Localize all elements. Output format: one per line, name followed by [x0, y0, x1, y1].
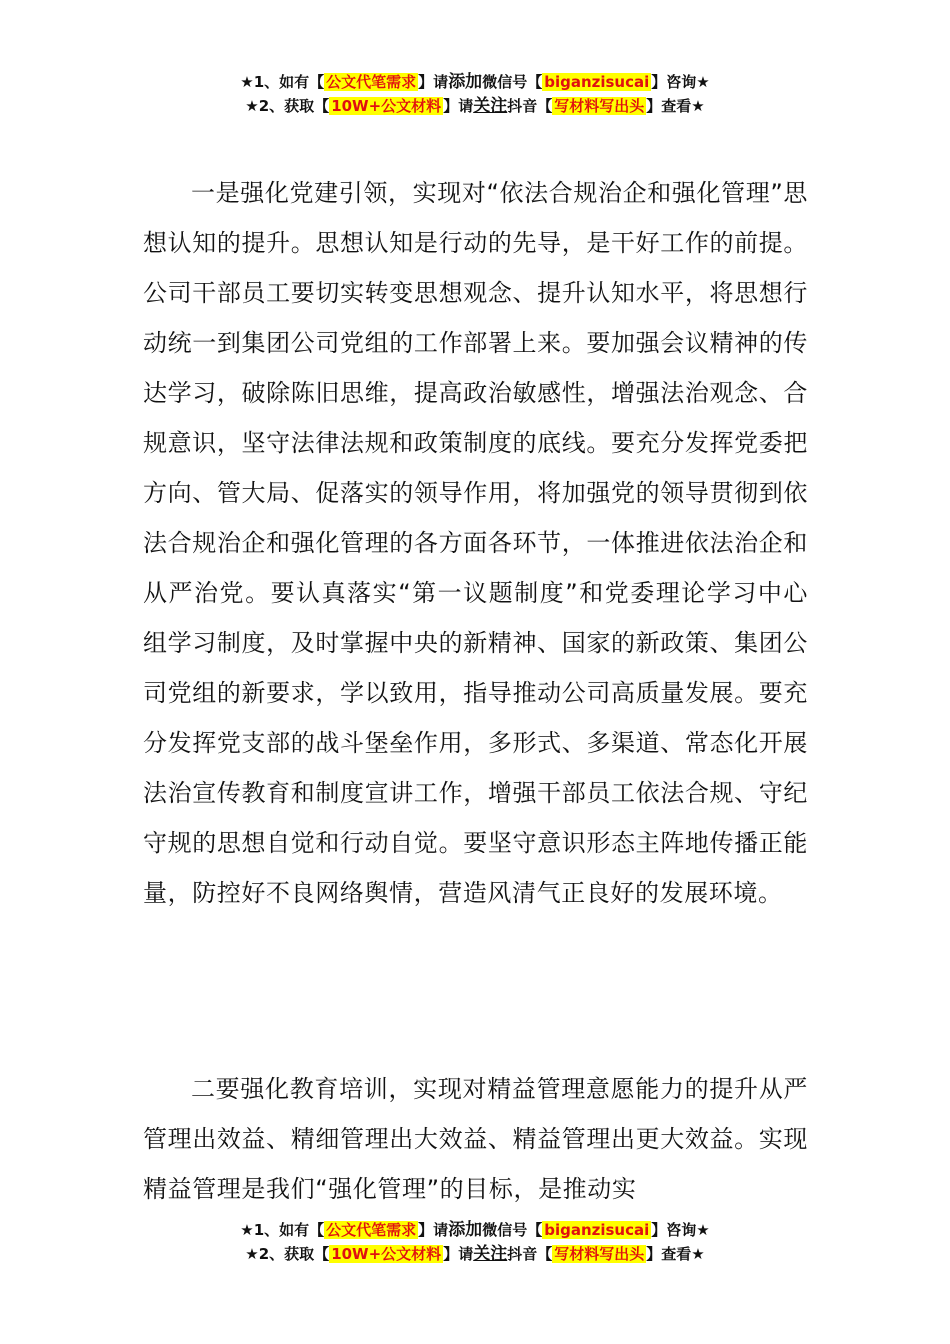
banner-highlight-wechat: biganzisucai — [544, 73, 650, 91]
banner-text: 】请 — [418, 73, 449, 91]
banner-text: 微信号【 — [482, 1221, 543, 1239]
banner-line-1 — [0, 70, 950, 94]
banner-text: ★2、获取【 — [245, 97, 330, 115]
banner-highlight-wechat: biganzisucai — [544, 1221, 650, 1239]
banner-text: ★1、如有【 — [240, 1221, 325, 1239]
body-section-2 — [143, 1064, 808, 1214]
banner-highlight-douyin: 写材料写出头 — [554, 1245, 645, 1263]
banner-line-1 — [0, 1218, 950, 1242]
banner-highlight: 公文代笔需求 — [326, 73, 417, 91]
paragraph-2: 二要强化教育培训，实现对精益管理意愿能力的提升从严管理出效益、精细管理出大效益、精益管理出更大效益。实现精益管理是我们“强化管理”的目标，是推动实 — [143, 1075, 808, 1203]
body-section-1 — [143, 168, 808, 918]
banner-text: 抖音【 — [507, 97, 553, 115]
banner-line-2 — [0, 1242, 950, 1266]
paragraph-1: 一是强化党建引领，实现对“依法合规治企和强化管理”思想认知的提升。思想认知是行动的先导，是干好工作的前提。公司干部员工要切实转变思想观念、提升认知水平，将思想行动统一到集团公司党组的工作部署上来。要加强会议精神的传达学习，破除陈旧思维，提高政治敏感性，增强法治观念、合规意识，坚守法律法规和政策制度的底线。要充分发挥党委把方向、管大局、促落实的领导作用，将加强党的领导贯彻到依法合规治企和强化管理的各方面各环节，一体推进依法治企和从严治党。要认真落实“第一议题制度”和党委理论学习中心组学习制度，及时掌握中央的新精神、国家的新政策、集团公司党组的新要求，学以致用，指导推动公司高质量发展。要充分发挥党支部的战斗堡垒作用，多形式、多渠道、常态化开展法治宣传教育和制度宣讲工作，增强干部员工依法合规、守纪守规的思想自觉和行动自觉。要坚守意识形态主阵地传播正能量，防控好不良网络舆情，营造风清气正良好的发展环境。 — [143, 179, 808, 907]
banner-text: 】咨询★ — [651, 1221, 710, 1239]
banner-text: 】查看★ — [646, 1245, 705, 1263]
banner-emphasis: 关注 — [473, 96, 508, 116]
banner-emphasis: 添加 — [448, 72, 483, 92]
banner-text: 微信号【 — [482, 73, 543, 91]
banner-text: 】请 — [443, 97, 474, 115]
banner-emphasis: 添加 — [448, 1220, 483, 1240]
banner-text: ★1、如有【 — [240, 73, 325, 91]
banner-text: ★2、获取【 — [245, 1245, 330, 1263]
banner-highlight: 10W+公文材料 — [331, 97, 442, 115]
banner-emphasis: 关注 — [473, 1244, 508, 1264]
banner-text: 】查看★ — [646, 97, 705, 115]
banner-text: 】请 — [418, 1221, 449, 1239]
banner-highlight-douyin: 写材料写出头 — [554, 97, 645, 115]
header-banner — [0, 70, 950, 118]
footer-banner — [0, 1218, 950, 1266]
banner-highlight: 公文代笔需求 — [326, 1221, 417, 1239]
banner-text: 抖音【 — [507, 1245, 553, 1263]
banner-text: 】请 — [443, 1245, 474, 1263]
banner-text: 】咨询★ — [651, 73, 710, 91]
banner-line-2 — [0, 94, 950, 118]
banner-highlight: 10W+公文材料 — [331, 1245, 442, 1263]
